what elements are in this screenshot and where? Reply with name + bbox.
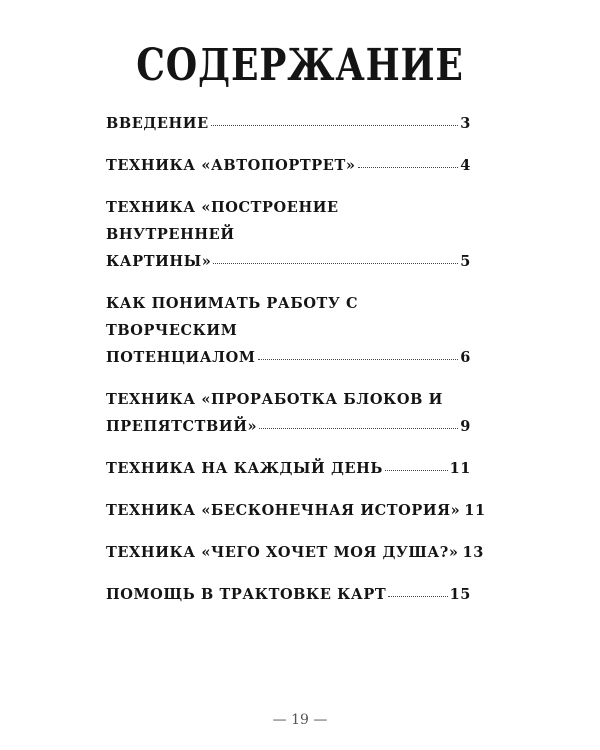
dot-leader	[259, 416, 458, 429]
toc-entry-page: 6	[460, 349, 471, 366]
toc-entry-title-line: ПРЕПЯТСТВИЙ»	[106, 418, 258, 435]
dot-leader	[213, 251, 458, 264]
toc-entry	[106, 386, 471, 440]
toc-entry-page: 9	[460, 418, 471, 435]
toc-entry	[106, 497, 486, 524]
toc-entry	[106, 539, 484, 566]
toc-entry	[106, 194, 471, 275]
toc-entry-title: ВВЕДЕНИЕ	[106, 115, 209, 132]
toc-entry	[106, 290, 471, 371]
toc-entry-title-line: ТЕХНИКА «ПОСТРОЕНИЕ ВНУТРЕННЕЙ	[106, 199, 339, 243]
toc-entry-page: 13	[462, 544, 484, 561]
toc-entry-title: ТЕХНИКА НА КАЖДЫЙ ДЕНЬ	[106, 460, 383, 477]
toc-entry-page: 3	[460, 115, 471, 132]
table-of-contents	[106, 110, 486, 623]
dot-leader	[211, 113, 459, 126]
toc-entry-title: ТЕХНИКА «БЕСКОНЕЧНАЯ ИСТОРИЯ»	[106, 502, 461, 519]
toc-entry-page: 11	[464, 502, 486, 519]
page-title: СОДЕРЖАНИЕ	[136, 40, 464, 91]
toc-entry	[106, 455, 471, 482]
page-number: — 19 —	[272, 712, 328, 728]
toc-entry-title: ТЕХНИКА «ЧЕГО ХОЧЕТ МОЯ ДУША?»	[106, 544, 459, 561]
toc-entry-title-line: КАРТИНЫ»	[106, 253, 212, 270]
toc-entry-title-line: КАК ПОНИМАТЬ РАБОТУ С ТВОРЧЕСКИМ	[106, 295, 359, 339]
dot-leader	[258, 347, 459, 360]
toc-entry-page: 15	[449, 586, 471, 603]
toc-entry-title-line: ТЕХНИКА «ПРОРАБОТКА БЛОКОВ И	[106, 391, 443, 408]
toc-entry-title: ПОМОЩЬ В ТРАКТОВКЕ КАРТ	[106, 586, 387, 603]
toc-entry-title-line: ПОТЕНЦИАЛОМ	[106, 349, 256, 366]
dot-leader	[358, 155, 459, 168]
toc-entry-title: ТЕХНИКА «АВТОПОРТРЕТ»	[106, 157, 356, 174]
toc-entry	[106, 581, 471, 608]
toc-entry-page: 5	[460, 253, 471, 270]
dot-leader	[388, 584, 447, 597]
toc-entry	[106, 152, 471, 179]
dot-leader	[385, 458, 448, 471]
toc-entry-page: 4	[460, 157, 471, 174]
toc-entry	[106, 110, 471, 137]
toc-entry-page: 11	[449, 460, 471, 477]
